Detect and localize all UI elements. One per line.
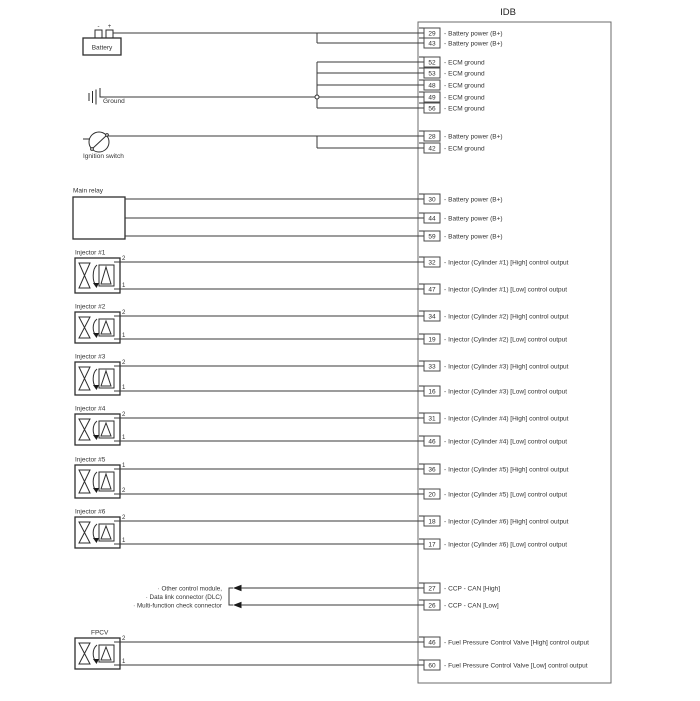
idb-title: IDB	[500, 7, 516, 18]
injector-2-symbol	[75, 304, 126, 344]
pin-label: - Injector (Cylinder #1) [High] control output	[444, 259, 569, 267]
ignition-blade-icon	[92, 135, 107, 149]
main-relay-label: Main relay	[73, 187, 103, 195]
battery-terminal-minus	[95, 30, 102, 38]
pin-label: - ECM ground	[444, 59, 485, 67]
pin-label: - CCP - CAN [Low]	[444, 602, 499, 610]
solenoid-label: Injector #1	[75, 249, 106, 257]
pin-label: - Fuel Pressure Control Valve [Low] control output	[444, 662, 588, 670]
pin-label: - Battery power (B+)	[444, 215, 503, 223]
pin-label: - Battery power (B+)	[444, 40, 503, 48]
injector-6-symbol	[75, 509, 126, 549]
terminal-number: 2	[122, 360, 126, 366]
can-node-line: · Data link connector (DLC)	[145, 594, 222, 601]
pin-number: 26	[428, 602, 436, 610]
terminal-number: 2	[122, 488, 126, 494]
can-node-line: · Multi-function check connector	[133, 602, 222, 610]
pin-label: - Injector (Cylinder #1) [Low] control output	[444, 286, 568, 294]
pin-number: 52	[428, 59, 436, 67]
pin-number: 20	[428, 491, 436, 499]
pin-label: - Injector (Cylinder #2) [Low] control output	[444, 336, 568, 344]
pin-number: 28	[428, 133, 436, 141]
main-relay-symbol	[73, 188, 125, 240]
battery-minus-label: -	[97, 24, 100, 30]
solenoid-label: Injector #6	[75, 508, 106, 516]
pin-label: - ECM ground	[444, 82, 485, 90]
pin-number: 16	[428, 388, 436, 396]
terminal-number: 2	[122, 256, 126, 262]
pin-number: 48	[428, 82, 436, 90]
terminal-number: 2	[122, 310, 126, 316]
main-relay-body	[73, 197, 125, 239]
solenoid-label: Injector #5	[75, 456, 106, 464]
terminal-number: 2	[122, 636, 126, 642]
idb-box	[418, 22, 611, 683]
pin-number: 46	[428, 438, 436, 446]
pin-label: - Injector (Cylinder #2) [High] control output	[444, 313, 569, 321]
ground-label: Ground	[103, 98, 125, 105]
solenoid-label: Injector #2	[75, 303, 106, 311]
pin-label: - Injector (Cylinder #6) [Low] control output	[444, 541, 568, 549]
pin-number: 18	[428, 518, 436, 526]
ground-junction-icon	[315, 95, 319, 99]
pin-number: 47	[428, 286, 436, 294]
pin-label: - Battery power (B+)	[444, 196, 503, 204]
pin-label: - Injector (Cylinder #3) [Low] control output	[444, 388, 568, 396]
pin-number: 30	[428, 196, 436, 204]
pin-label: - ECM ground	[444, 145, 485, 153]
ground-lead	[100, 88, 104, 97]
injector-4-symbol	[75, 406, 126, 446]
fpcv-symbol	[75, 630, 126, 670]
terminal-number: 1	[122, 385, 126, 391]
pins-layer	[104, 28, 589, 670]
solenoid-label: FPCV	[91, 629, 109, 637]
pin-number: 32	[428, 259, 436, 267]
terminal-number: 1	[122, 435, 126, 441]
pin-number: 53	[428, 70, 436, 78]
terminal-number: 2	[122, 412, 126, 418]
can-bracket	[229, 588, 233, 605]
pin-label: - Battery power (B+)	[444, 233, 503, 241]
terminal-number: 2	[122, 515, 126, 521]
injector-1-symbol	[75, 250, 126, 294]
pin-label: - Injector (Cylinder #6) [High] control output	[444, 518, 569, 526]
solenoid-label: Injector #4	[75, 405, 106, 413]
injectors-layer	[75, 250, 126, 670]
pin-number: 27	[428, 585, 436, 593]
pin-number: 31	[428, 415, 436, 423]
pin-label: - Fuel Pressure Control Valve [High] control output	[444, 639, 589, 647]
pin-number: 19	[428, 336, 436, 344]
terminal-number: 1	[122, 538, 126, 544]
terminal-number: 1	[122, 283, 126, 289]
overlay-layer	[315, 95, 319, 99]
pin-label: - Injector (Cylinder #3) [High] control output	[444, 363, 569, 371]
can-arrow-left-icon	[233, 585, 242, 591]
pin-label: - Battery power (B+)	[444, 30, 503, 38]
solenoid-label: Injector #3	[75, 353, 106, 361]
pin-number: 43	[428, 40, 436, 48]
pin-label: - Battery power (B+)	[444, 133, 503, 141]
can-node	[133, 585, 241, 610]
pin-number: 33	[428, 363, 436, 371]
terminal-number: 1	[122, 463, 126, 469]
pin-label: - Injector (Cylinder #4) [Low] control output	[444, 438, 568, 446]
can-node-line: · Other control module,	[157, 585, 222, 593]
battery-plus-label: +	[107, 24, 112, 30]
battery-label: Battery	[91, 44, 113, 52]
pin-number: 59	[428, 233, 436, 241]
can-arrow-left-icon	[233, 602, 242, 608]
pin-number: 29	[428, 30, 436, 38]
pin-number: 49	[428, 94, 436, 102]
pin-number: 60	[428, 662, 436, 670]
pin-label: - Injector (Cylinder #5) [Low] control output	[444, 491, 568, 499]
pin-label: - ECM ground	[444, 94, 485, 102]
pin-number: 36	[428, 466, 436, 474]
terminal-number: 1	[122, 333, 126, 339]
pin-label: - Injector (Cylinder #4) [High] control output	[444, 415, 569, 423]
injector-5-symbol	[75, 457, 126, 499]
pin-label: - ECM ground	[444, 70, 485, 78]
battery-symbol	[83, 24, 121, 55]
pin-number: 56	[428, 105, 436, 113]
pin-number: 42	[428, 145, 436, 153]
pin-label: - ECM ground	[444, 105, 485, 113]
ignition-switch-label: Ignition switch	[83, 153, 124, 160]
pin-number: 46	[428, 639, 436, 647]
pin-label: - CCP - CAN [High]	[444, 585, 501, 593]
pin-number: 34	[428, 313, 436, 321]
battery-terminal-plus	[106, 30, 113, 38]
ignition-contact-icon	[91, 148, 94, 151]
pin-number: 17	[428, 541, 436, 549]
pin-number: 44	[428, 215, 436, 223]
injector-3-symbol	[75, 354, 126, 396]
pin-label: - Injector (Cylinder #5) [High] control output	[444, 466, 569, 474]
terminal-number: 1	[122, 659, 126, 665]
